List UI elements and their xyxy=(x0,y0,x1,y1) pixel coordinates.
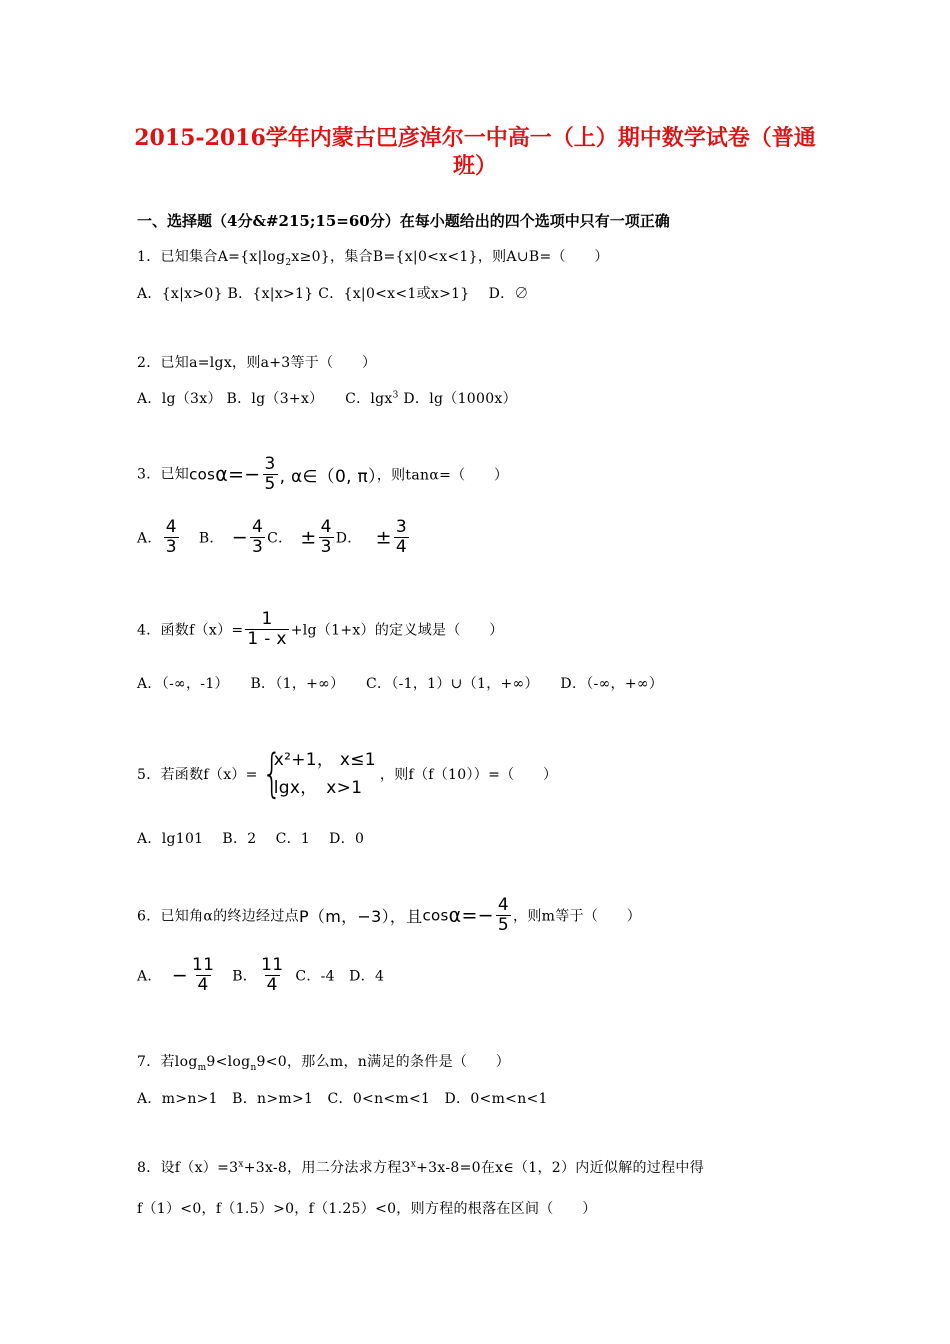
q3-d-sign: ± xyxy=(375,526,392,549)
question-2-options xyxy=(137,388,517,408)
q6-point: P（m，−3），且 xyxy=(298,907,423,926)
q3-option-c-fraction xyxy=(319,518,334,557)
question-3-options xyxy=(137,518,411,557)
question-5-stem xyxy=(137,746,557,802)
q8-part: 8．设f（x）=3 xyxy=(137,1160,239,1176)
q5-case-2: lgx， x>1 xyxy=(273,778,363,798)
q6-options-rest: C．-4 D．4 xyxy=(295,968,385,985)
q4-denominator: 1 - x xyxy=(247,629,287,649)
q7-base-n: n xyxy=(250,1062,257,1073)
q3-a-num: 4 xyxy=(165,517,177,537)
q8-exponent: x xyxy=(238,1159,244,1170)
q7-stem-part: 7．若log xyxy=(137,1054,198,1070)
q3-a-den: 3 xyxy=(165,537,177,557)
q1-log-base: 2 xyxy=(285,257,292,268)
q5-case-1: x²+1， x≤1 xyxy=(273,750,376,770)
question-3-stem xyxy=(137,455,508,494)
q3-alpha-eq: α=− xyxy=(215,463,261,486)
q2-options-part: A．lg（3x） B．lg（3+x） C．lgx xyxy=(137,391,393,407)
q3-c-num: 4 xyxy=(320,517,332,537)
q3-option-a-fraction xyxy=(164,518,179,557)
q3-option-c-label: C． xyxy=(267,530,293,547)
q6-b-num: 11 xyxy=(261,955,284,975)
q6-option-b-fraction xyxy=(259,956,285,995)
q3-d-den: 4 xyxy=(395,537,407,557)
q6-alpha-eq: α=− xyxy=(448,904,494,927)
q4-numerator: 1 xyxy=(261,609,273,629)
q8-part: +3x-8=0在x∈（1，2）内近似解的过程中得 xyxy=(416,1160,704,1176)
q3-option-b-label: B． xyxy=(198,530,224,547)
q8-exponent: x xyxy=(410,1159,417,1170)
q3-b-num: 4 xyxy=(251,517,264,537)
q6-numerator: 4 xyxy=(497,895,510,915)
q2-exponent: 3 xyxy=(392,390,399,401)
q7-stem-part: 9<log xyxy=(206,1054,251,1070)
question-6-options xyxy=(137,956,384,995)
q7-base-m: m xyxy=(197,1062,207,1073)
q5-stem-part: 5．若函数f（x）= xyxy=(137,767,258,783)
q6-fraction xyxy=(496,896,511,935)
page-title: 2015-2016学年内蒙古巴彦淖尔一中高一（上）期中数学试卷（普通班） xyxy=(134,125,816,179)
q6-cos: cos xyxy=(422,906,449,925)
question-4-options: A．（-∞，-1） B．（1，+∞） C．（-1，1）∪（1，+∞） D．（-∞，+∞） xyxy=(137,676,664,692)
q4-stem-part: 4．函数f（x）= xyxy=(137,622,244,639)
q3-numerator: 3 xyxy=(264,454,276,474)
q6-stem-part: ，则m等于（ ） xyxy=(513,908,642,925)
q3-c-sign: ± xyxy=(300,526,317,549)
q6-option-a-fraction xyxy=(190,956,216,995)
q3-interval: , α∈（0, π） xyxy=(279,467,377,487)
q3-option-a-label: A． xyxy=(137,530,162,547)
q6-a-num: 11 xyxy=(191,955,215,975)
question-8-line-1 xyxy=(137,1157,704,1177)
q3-b-den: 3 xyxy=(251,537,264,557)
q7-stem-part: 9<0，那么m，n满足的条件是（ ） xyxy=(256,1054,511,1070)
q3-option-d-fraction xyxy=(394,518,409,557)
q2-options-part: D．lg（1000x） xyxy=(398,391,517,407)
question-8-line-2: f（1）<0，f（1.5）>0，f（1.25）<0，则方程的根落在区间（ ） xyxy=(137,1201,597,1217)
question-1-options: A．{x|x>0} B．{x|x>1} C．{x|0<x<1或x>1} D．∅ xyxy=(137,286,529,302)
q5-stem-part: ，则f（f（10））=（ ） xyxy=(379,767,558,783)
q1-stem-part: x≥0}，集合B={x|0<x<1}，则A∪B=（ ） xyxy=(291,249,609,265)
question-6-stem xyxy=(137,896,641,935)
q8-part: +3x-8，用二分法求方程3 xyxy=(243,1160,411,1176)
question-4-stem xyxy=(137,610,504,649)
q6-option-b-label: B． xyxy=(232,968,258,985)
question-5-options: A．lg101 B．2 C．1 D．0 xyxy=(137,831,365,847)
q5-piecewise xyxy=(262,746,376,802)
q3-option-d-label: D． xyxy=(335,530,362,547)
q3-fraction xyxy=(263,455,278,494)
q3-c-den: 3 xyxy=(320,537,332,557)
q4-fraction xyxy=(245,610,288,649)
q3-stem-part: 3．已知 xyxy=(137,466,190,483)
q3-stem-part: ，则tanα=（ ） xyxy=(376,467,509,484)
q1-stem-part: 1．已知集合A={x|log xyxy=(137,249,286,265)
q6-b-den: 4 xyxy=(266,975,278,995)
q6-option-a-label: A． xyxy=(137,968,162,985)
q4-stem-part: +lg（1+x）的定义域是（ ） xyxy=(290,622,504,639)
q3-d-num: 3 xyxy=(395,517,407,537)
q3-denominator: 5 xyxy=(264,474,276,494)
q6-a-sign: − xyxy=(171,964,188,987)
question-1-stem xyxy=(137,246,609,268)
q6-a-den: 4 xyxy=(197,975,209,995)
q6-stem-part: 6．已知角α的终边经过点 xyxy=(137,908,299,925)
q3-cos: cos xyxy=(189,465,216,484)
q5-brace: { xyxy=(261,744,282,804)
q3-option-b-fraction xyxy=(250,518,265,557)
q3-b-sign: − xyxy=(231,526,248,549)
question-7-stem xyxy=(137,1051,510,1073)
section-heading: 一、选择题（4分&#215;15=60分）在每小题给出的四个选项中只有一项正确 xyxy=(137,212,670,230)
question-7-options: A．m>n>1 B．n>m>1 C．0<n<m<1 D．0<m<n<1 xyxy=(137,1091,548,1107)
q6-denominator: 5 xyxy=(497,915,510,935)
question-2-stem: 2．已知a=lgx，则a+3等于（ ） xyxy=(137,355,377,371)
